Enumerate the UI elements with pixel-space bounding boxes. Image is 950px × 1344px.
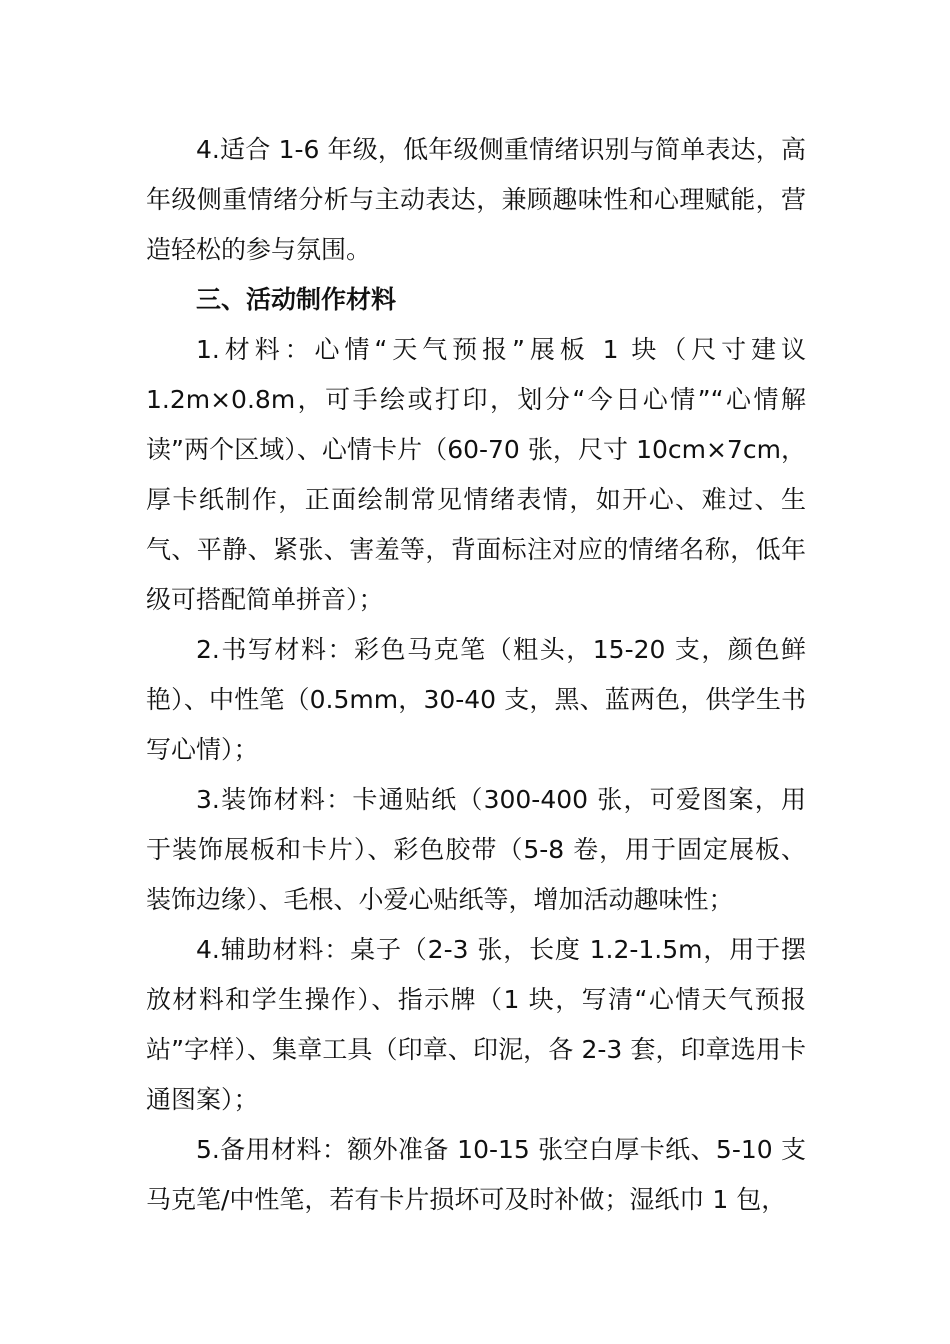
section-heading-materials: 三、活动制作材料 [196, 285, 397, 314]
paragraph-suitability: 4.适合 1-6 年级，低年级侧重情绪识别与简单表达，高年级侧重情绪分析与主动表达，兼顾趣味性和心理赋能，营造轻松的参与氛围。 [146, 135, 806, 264]
paragraph-materials-1: 1.材料：心情“天气预报”展板 1 块（尺寸建议 1.2m×0.8m，可手绘或打印，划分“今日心情”“心情解读”两个区域）、心情卡片（60-70 张，尺寸 10cm×7cm，厚卡纸制作，正面绘制常见情绪表情，如开心、难过、生气、平静、紧张、害羞等，背面标注对应的情绪名称，低年级可搭配简单拼音）； [146, 335, 806, 614]
paragraph-materials-4: 4.辅助材料：桌子（2-3 张，长度 1.2-1.5m，用于摆放材料和学生操作）、指示牌（1 块，写清“心情天气预报站”字样）、集章工具（印章、印泥，各 2-3 套，印章选用卡通图案）； [146, 935, 806, 1114]
paragraph-materials-3: 3.装饰材料：卡通贴纸（300-400 张，可爱图案，用于装饰展板和卡片）、彩色胶带（5-8 卷，用于固定展板、装饰边缘）、毛根、小爱心贴纸等，增加活动趣味性； [146, 785, 806, 914]
document-page [146, 125, 806, 1225]
paragraph-materials-2: 2.书写材料：彩色马克笔（粗头，15-20 支，颜色鲜艳）、中性笔（0.5mm，30-40 支，黑、蓝两色，供学生书写心情）； [146, 635, 806, 764]
paragraph-materials-5: 5.备用材料：额外准备 10-15 张空白厚卡纸、5-10 支马克笔/中性笔，若有卡片损坏可及时补做；湿纸巾 1 包， [146, 1135, 806, 1214]
